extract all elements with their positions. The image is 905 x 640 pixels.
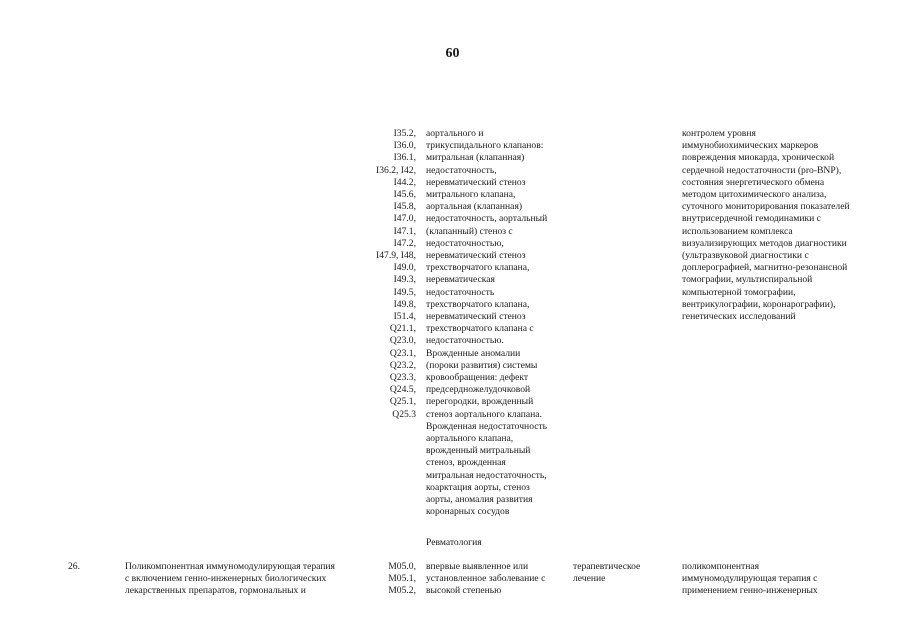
text-line: лечение (573, 573, 606, 585)
text-line: коарктация аорты, стеноз (426, 481, 530, 493)
text-line: неревматический стеноз (426, 311, 526, 323)
text-line: коронарных сосудов (426, 506, 510, 518)
text-line: M05.1, (388, 573, 416, 585)
text-line: суточного мониторирования показателей (682, 201, 850, 213)
text-line: с включением генно-инженерных биологических (125, 573, 327, 585)
text-line: трехстворчатого клапана, (426, 262, 530, 274)
text-line: недостаточностью. (426, 335, 504, 347)
text-line: неревматический стеноз (426, 176, 526, 188)
text-line: использованием комплекса (682, 225, 793, 237)
text-line: Врожденная недостаточность (426, 420, 548, 432)
text-line: компьютерной томографии, (682, 286, 796, 298)
text-line: Q23.1, (389, 347, 416, 359)
text-line: Q23.2, (389, 359, 416, 371)
section-title: Ревматология (426, 537, 482, 548)
text-line: повреждения миокарда, хронической (682, 152, 835, 164)
text-line: митральная (клапанная) (426, 152, 525, 164)
text-line: I45.8, (393, 201, 416, 213)
text-line: впервые выявленное или (426, 561, 529, 572)
text-line: иммуномодулирующая терапия с (682, 573, 818, 585)
text-line: I44.2, (393, 176, 416, 188)
text-line: установленное заболевание с (426, 573, 546, 585)
text-line: недостаточность, (426, 164, 497, 176)
text-line: аортального клапана, (426, 433, 514, 445)
text-line: сердечной недостаточности (pro-BNP), (682, 164, 842, 176)
treatment-type-26 (573, 561, 673, 585)
text-line: трикуспидального клапанов: (426, 140, 544, 152)
text-line: неревматический стеноз (426, 250, 526, 262)
text-line: Q21.1, (389, 323, 416, 335)
text-line: I45.6, (393, 189, 416, 201)
text-line: состояния энергетического обмена (682, 176, 825, 188)
text-line: I49.5, (393, 286, 416, 298)
text-line: (ультразвуковой диагностики с (682, 250, 809, 262)
text-line: Q25.1, (389, 396, 416, 408)
text-line: перегородки, врожденный (426, 396, 534, 408)
text-line: визуализирующих методов диагностики (682, 237, 847, 249)
text-line: поликомпонентная (682, 561, 760, 572)
text-line: аортальная (клапанная) (426, 201, 523, 213)
text-line: контролем уровня (682, 128, 756, 139)
text-line: томографии, мультиспиральной (682, 274, 813, 286)
text-line: Q23.3, (389, 372, 416, 384)
text-line: Врожденные аномалии (426, 347, 521, 359)
care-type-name (125, 561, 365, 598)
text-line: аортального и (426, 128, 484, 139)
text-line: недостаточность (426, 286, 495, 298)
page-number: 60 (445, 46, 460, 61)
text-line: митрального клапана, (426, 189, 516, 201)
text-line: кровообращения: дефект (426, 372, 529, 384)
text-line: недостаточностью, (426, 237, 504, 249)
text-line: I51.4, (393, 311, 416, 323)
text-line: митральная недостаточность, (426, 469, 547, 481)
text-line: трехстворчатого клапана с (426, 323, 534, 335)
text-line: I49.0, (393, 262, 416, 274)
text-line: стеноз, врожденная (426, 457, 506, 469)
text-line: аорты, аномалия развития (426, 494, 533, 506)
text-line: I36.1, (393, 152, 416, 164)
text-line: (клапанный) стеноз с (426, 225, 513, 237)
text-line: (пороки развития) системы (426, 359, 538, 371)
text-line: генетических исследований (682, 311, 796, 323)
text-line: Q23.0, (389, 335, 416, 347)
text-line: I47.1, (393, 225, 416, 237)
icd-codes-column-26 (358, 561, 416, 598)
text-line: I47.2, (393, 237, 416, 249)
text-line: высокой степенью (426, 585, 502, 597)
icd-codes-column (358, 128, 416, 421)
text-line: применением генно-инженерных (682, 585, 818, 597)
text-line: I36.0, (393, 140, 416, 152)
text-line: внутрисердечной гемодинамики с (682, 213, 821, 225)
text-line: трехстворчатого клапана, (426, 298, 530, 310)
text-line: врожденный митральный (426, 445, 531, 457)
text-line: I49.3, (393, 274, 416, 286)
treatment-method-26 (682, 561, 882, 598)
text-line: стеноз аортального клапана. (426, 408, 542, 420)
text-line: I49.8, (393, 298, 416, 310)
treatment-column (682, 128, 882, 323)
text-line: методом цитохимического анализа, (682, 189, 827, 201)
text-line: Q24.5, (389, 384, 416, 396)
row-number: 26. (68, 561, 80, 572)
text-line: I47.0, (393, 213, 416, 225)
text-line: I35.2, (393, 128, 416, 139)
text-line: I47.9, I48, (376, 250, 416, 262)
text-line: лекарственных препаратов, гормональных и (125, 585, 306, 597)
text-line: M05.0, (388, 561, 416, 572)
text-line: I36.2, I42, (376, 164, 416, 176)
text-line: предсердножелудочковой (426, 384, 531, 396)
text-line: Поликомпонентная иммуномодулирующая терапия (125, 561, 335, 572)
text-line: доплерографией, магнитно-резонансной (682, 262, 848, 274)
text-line: вентрикулографии, коронарографии), (682, 298, 836, 310)
text-line: терапевтическое (573, 561, 641, 572)
text-line: Q25.3 (392, 408, 416, 420)
diagnosis-column-26 (426, 561, 576, 598)
text-line: неревматическая (426, 274, 495, 286)
text-line: M05.2, (388, 585, 416, 597)
text-line: недостаточность, аортальный (426, 213, 548, 225)
text-line: иммунобиохимических маркеров (682, 140, 819, 152)
diagnosis-column (426, 128, 576, 519)
